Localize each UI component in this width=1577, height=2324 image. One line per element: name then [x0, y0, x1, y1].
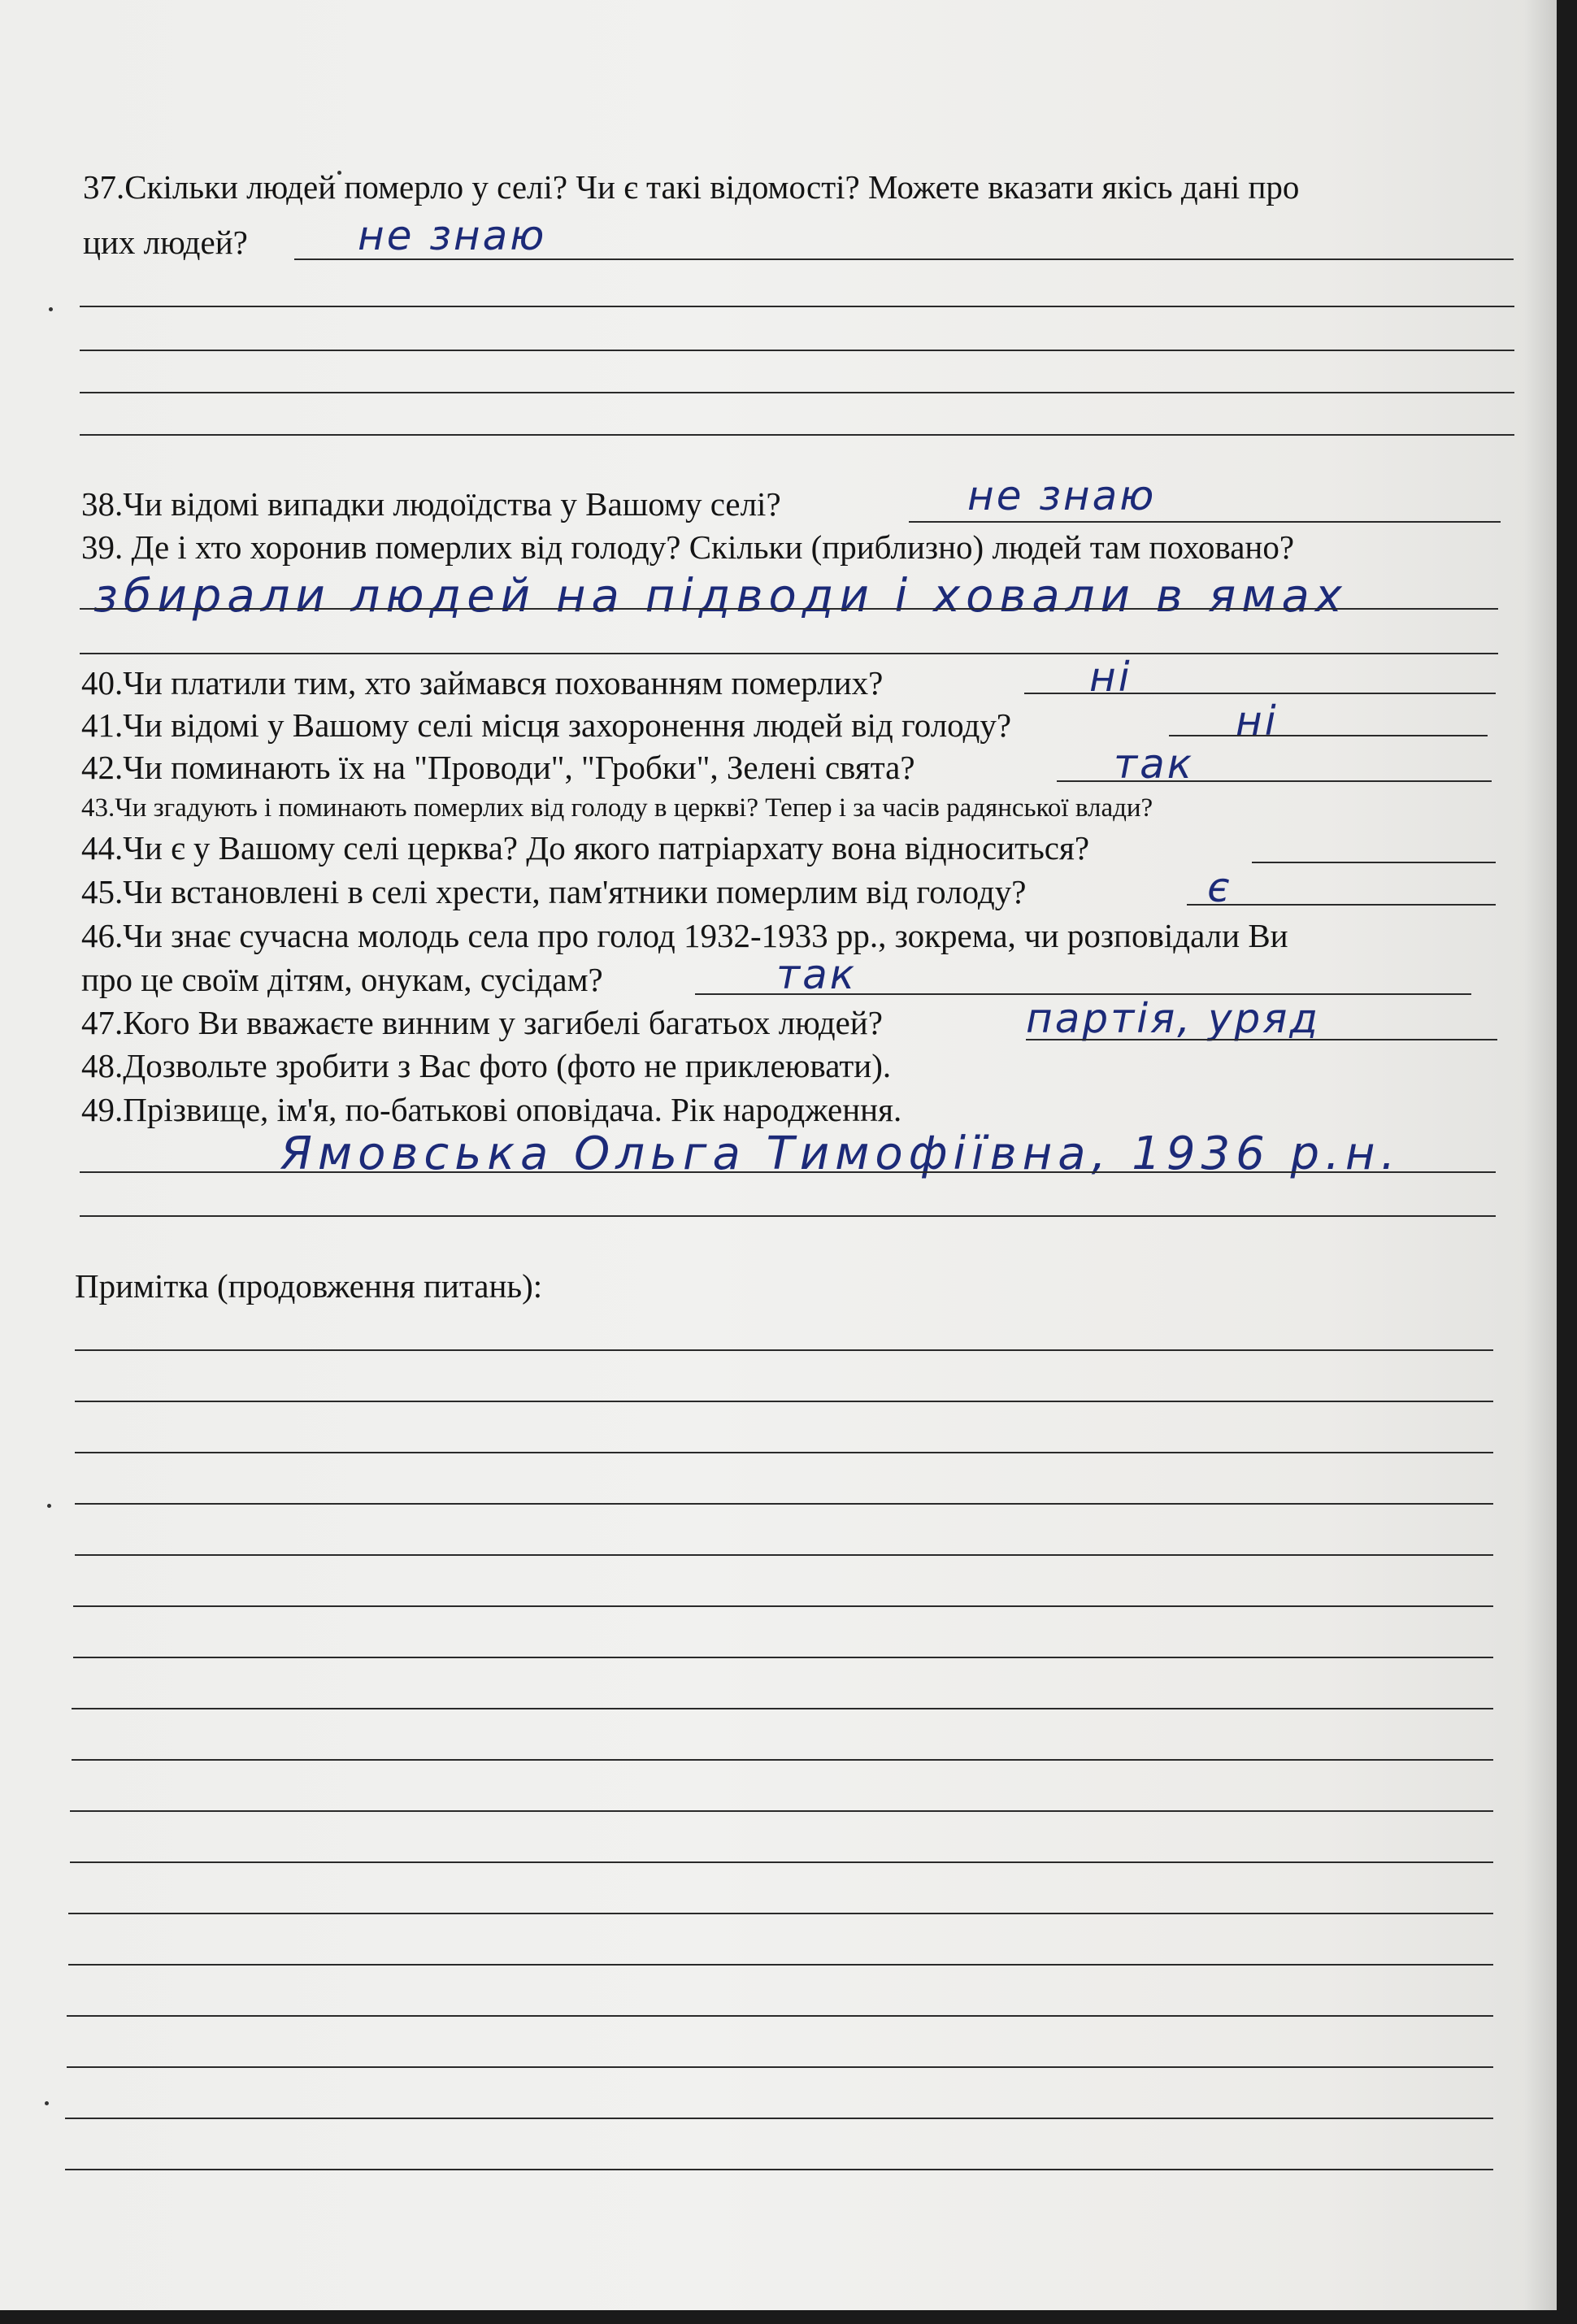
question-37-line2: цих людей? — [83, 224, 248, 261]
note-line — [75, 1503, 1493, 1505]
answer-37: не знаю — [358, 212, 547, 259]
question-42: 42.Чи поминають їх на "Проводи", "Гробки", Зелені свята? — [81, 749, 915, 786]
margin-dot — [47, 1504, 51, 1508]
answer-line — [80, 1171, 1496, 1173]
answer-line — [80, 306, 1514, 307]
answer-line — [294, 258, 1514, 260]
question-45: 45.Чи встановлені в селі хрести, пам'ятники померлим від голоду? — [81, 873, 1027, 910]
question-41: 41.Чи відомі у Вашому селі місця захоронення людей від голоду? — [81, 706, 1012, 744]
answer-39: збирали людей на підводи і ховали в ямах — [93, 570, 1348, 623]
answer-line — [1057, 780, 1492, 782]
answer-42: так — [1114, 741, 1194, 788]
note-line — [65, 2169, 1493, 2170]
answer-line — [1187, 904, 1496, 906]
answer-line — [909, 521, 1501, 523]
note-line — [67, 2066, 1493, 2068]
answer-line — [80, 608, 1498, 610]
answer-line — [1026, 1039, 1497, 1040]
note-line — [75, 1554, 1493, 1556]
answer-line — [80, 392, 1514, 393]
answer-38: не знаю — [967, 472, 1157, 519]
question-46-line2: про це своїм дітям, онукам, сусідам? — [81, 961, 603, 998]
note-line — [68, 1964, 1493, 1966]
answer-line — [80, 434, 1514, 436]
note-line — [73, 1657, 1493, 1658]
note-line — [67, 2015, 1493, 2017]
question-43: 43.Чи згадують і поминають померлих від голоду в церкві? Тепер і за часів радянської влади? — [81, 793, 1153, 823]
note-line — [68, 1913, 1493, 1914]
answer-41: ні — [1236, 697, 1279, 745]
answer-40: ні — [1089, 654, 1132, 701]
question-49: 49.Прізвище, ім'я, по-батькові оповідача. Рік народження. — [81, 1091, 902, 1128]
margin-dot — [45, 2101, 49, 2105]
question-40: 40.Чи платили тим, хто займався похованням померлих? — [81, 664, 884, 702]
question-37-line1: 37.Скільки людей померло у селі? Чи є такі відомості? Можете вказати якісь дані про — [83, 168, 1300, 206]
note-line — [72, 1708, 1493, 1709]
question-48: 48.Дозвольте зробити з Вас фото (фото не приклеювати). — [81, 1047, 892, 1084]
note-line — [75, 1349, 1493, 1351]
note-line — [72, 1759, 1493, 1761]
note-line — [70, 1810, 1493, 1812]
question-47: 47.Кого Ви вважаєте винним у загибелі багатьох людей? — [81, 1004, 883, 1041]
answer-line — [80, 350, 1514, 351]
question-38: 38.Чи відомі випадки людоїдства у Вашому селі? — [81, 485, 781, 523]
answer-46: так — [776, 951, 857, 998]
note-line — [65, 2118, 1493, 2119]
note-line — [75, 1452, 1493, 1453]
page-edge-shadow — [1524, 0, 1557, 2310]
margin-dot — [49, 307, 53, 311]
answer-line — [80, 1215, 1496, 1217]
note-line — [73, 1605, 1493, 1607]
note-line — [70, 1861, 1493, 1863]
question-39: 39. Де і хто хоронив померлих від голоду? Скільки (приблизно) людей там поховано? — [81, 528, 1295, 566]
answer-49: Ямовська Ольга Тимофіївна, 1936 р.н. — [280, 1127, 1401, 1180]
answer-line — [1024, 693, 1496, 694]
answer-line — [80, 653, 1498, 654]
answer-45: є — [1207, 864, 1232, 911]
answer-47: партія, уряд — [1026, 995, 1320, 1042]
answer-line — [1169, 735, 1488, 736]
question-44: 44.Чи є у Вашому селі церква? До якого патріархату вона відноситься? — [81, 829, 1090, 867]
note-line — [75, 1401, 1493, 1402]
answer-line — [1252, 862, 1496, 863]
note-heading: Примітка (продовження питань): — [75, 1267, 543, 1305]
question-46-line1: 46.Чи знає сучасна молодь села про голод 1932-1933 рр., зокрема, чи розповідали Ви — [81, 917, 1288, 954]
